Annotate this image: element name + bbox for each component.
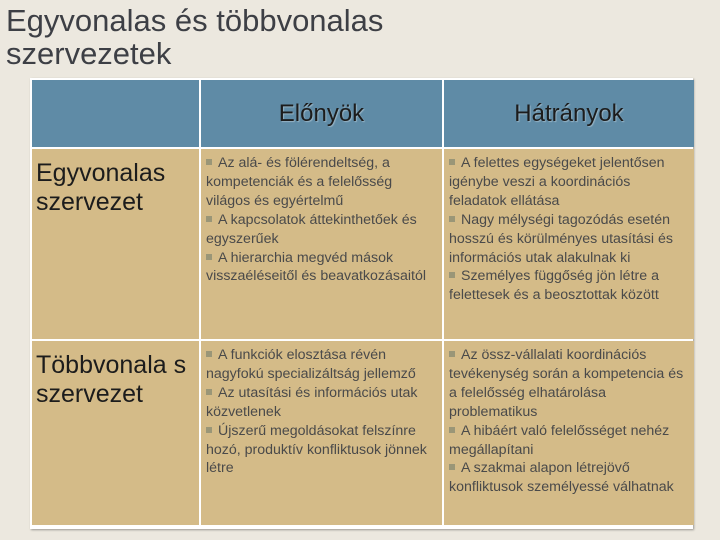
square-bullet-icon [206, 216, 212, 222]
square-bullet-icon [206, 351, 212, 357]
list-item [206, 422, 438, 479]
list-item [449, 267, 690, 305]
multi-line-disadvantages-list [444, 341, 694, 497]
row-label-single-line: Egyvonalas szervezet [32, 149, 199, 339]
list-item-text: A felettes egységeket jelentősen igénybe veszi a koordinációs feladatok ellátása [449, 155, 665, 209]
list-item [206, 249, 438, 287]
list-item-text: Személyes függőség jön létre a felettesek és a beosztottak között [449, 268, 659, 304]
square-bullet-icon [449, 427, 455, 433]
list-item-text: Az össz-vállalati koordinációs tevékenység során a kompetencia és a felelősség elhatárolása problematikus [449, 347, 684, 420]
list-item-text: Az utasítási és információs utak közvetlenek [206, 384, 418, 420]
list-item [206, 384, 438, 422]
single-line-advantages-list [201, 149, 442, 286]
single-line-advantages-cell [201, 149, 442, 339]
multi-line-disadvantages-cell [444, 341, 694, 525]
square-bullet-icon [449, 351, 455, 357]
square-bullet-icon [206, 389, 212, 395]
comparison-table [30, 78, 693, 529]
list-item-text: Nagy mélységi tagozódás esetén hosszú és körülményes utasítási és információs utak alakulnak ki [449, 211, 673, 266]
header-disadvantages: Hátrányok [444, 80, 694, 147]
list-item-text: Az alá- és fölérendeltség, a kompetenciák és a felelősség világos és egyértelmű [206, 155, 393, 209]
slide-title: Egyvonalas és többvonalas szervezetek [6, 3, 384, 71]
list-item-text: A funkciók elosztása révén nagyfokú specializáltság jellemző [206, 347, 416, 382]
list-item [206, 211, 438, 249]
square-bullet-icon [206, 254, 212, 260]
list-item [449, 422, 690, 460]
square-bullet-icon [206, 159, 212, 165]
single-line-disadvantages-list [444, 149, 694, 305]
header-corner-cell [32, 80, 199, 147]
multi-line-advantages-cell [201, 341, 442, 525]
list-item [206, 154, 438, 211]
header-advantages: Előnyök [201, 80, 442, 147]
square-bullet-icon [449, 464, 455, 470]
row-label-multi-line: Többvonala s szervezet [32, 341, 199, 525]
list-item [449, 459, 690, 497]
list-item-text: A kapcsolatok áttekinthetőek és egyszerűek [206, 211, 417, 247]
square-bullet-icon [449, 216, 455, 222]
list-item-text: A szakmai alapon létrejövő konfliktusok személyessé válhatnak [449, 460, 674, 496]
list-item-text: A hierarchia megvéd mások visszaéléseitől és beavatkozásaitól [206, 249, 427, 285]
list-item [449, 346, 690, 422]
list-item [449, 211, 690, 268]
multi-line-advantages-list [201, 341, 442, 478]
square-bullet-icon [449, 272, 455, 278]
square-bullet-icon [449, 159, 455, 165]
list-item [206, 346, 438, 384]
list-item-text: A hibáért való felelősséget nehéz megállapítani [449, 422, 670, 458]
list-item [449, 154, 690, 211]
square-bullet-icon [206, 427, 212, 433]
single-line-disadvantages-cell [444, 149, 694, 339]
list-item-text: Újszerű megoldásokat felszínre hozó, produktív konfliktusok jönnek létre [206, 422, 427, 477]
